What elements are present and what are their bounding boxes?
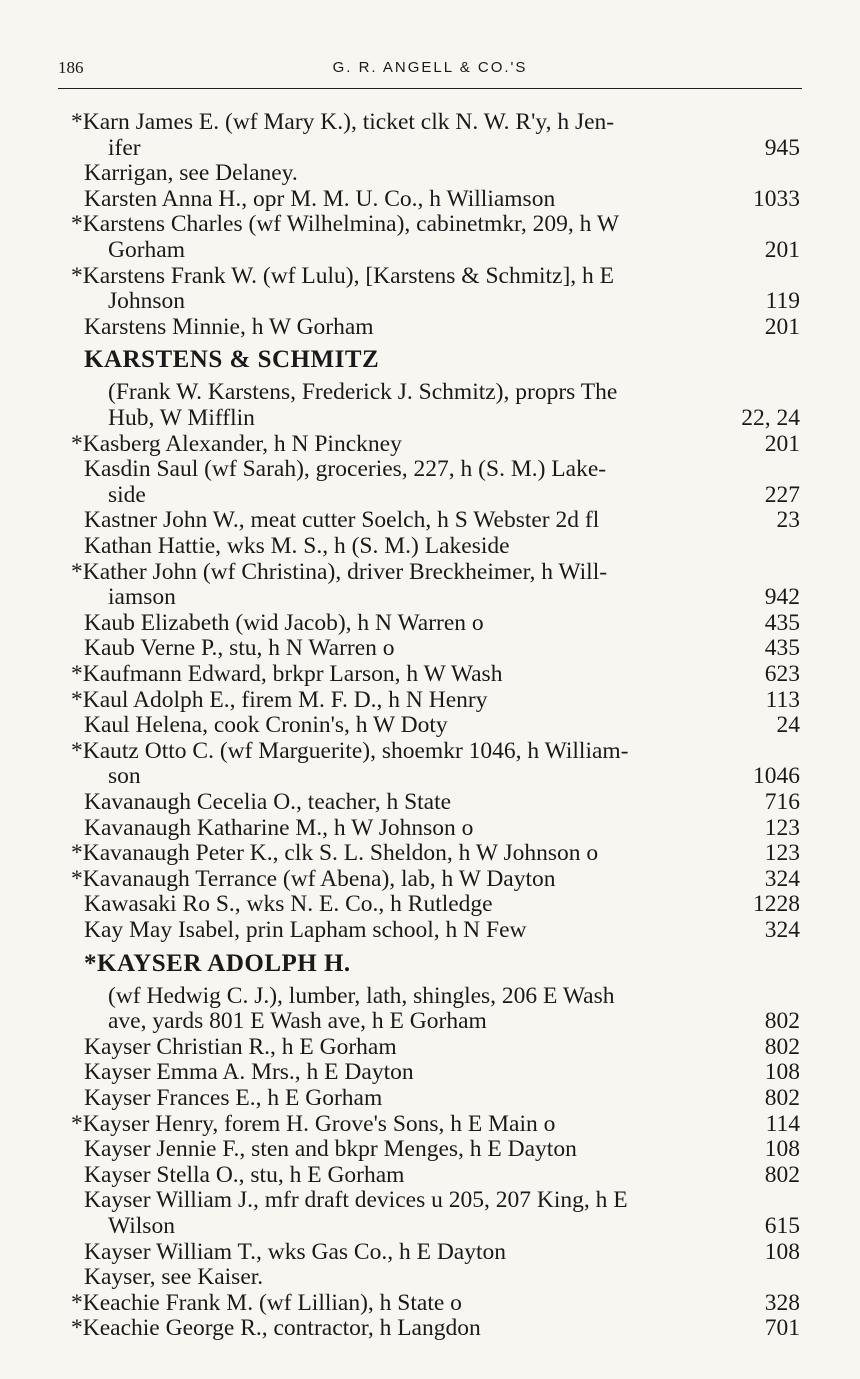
entry-house-number: 108 (764, 1059, 800, 1086)
entry-house-number: 324 (764, 917, 800, 943)
entry-house-number: 435 (764, 609, 800, 636)
entry-house-number: 802 (764, 1008, 800, 1035)
entry-text: Kaub Elizabeth (wid Jacob), h N Warren o (84, 609, 484, 636)
entry-text: *Kautz Otto C. (wf Marguerite), shoemkr 1046, h William- (71, 737, 629, 764)
entry-text: Kayser Emma A. Mrs., h E Dayton (84, 1059, 414, 1086)
entry-text: Kayser Stella O., stu, h E Gorham (84, 1161, 405, 1188)
entry-house-number: 802 (764, 1161, 800, 1188)
entry-text: ave, yards 801 E Wash ave, h E Gorham (108, 1008, 487, 1035)
entry-text: Gorham (108, 236, 186, 263)
directory-heading: KARSTENS & SCHMITZ (84, 346, 380, 374)
entry-text: Kay May Isabel, prin Lapham school, h N Few (84, 917, 527, 943)
entry-house-number: 108 (764, 1136, 800, 1163)
entry-text: iamson (108, 584, 176, 611)
entry-text: Kayser William T., wks Gas Co., h E Dayton (84, 1238, 507, 1265)
entry-text: *Karstens Charles (wf Wilhelmina), cabinetmkr, 209, h W (71, 211, 620, 238)
entry-house-number: 24 (776, 712, 800, 739)
entry-text: *Kayser Henry, forem H. Grove's Sons, h E Main o (71, 1110, 556, 1137)
entry-text: Kayser Frances E., h E Gorham (84, 1085, 383, 1111)
entry-text: *Karstens Frank W. (wf Lulu), [Karstens & Schmitz], h E (71, 262, 615, 289)
entry-house-number: 942 (764, 584, 800, 611)
entry-house-number: 114 (765, 1110, 800, 1137)
entry-text: Kaub Verne P., stu, h N Warren o (84, 635, 395, 662)
entry-house-number: 22, 24 (741, 404, 800, 431)
entry-house-number: 435 (764, 635, 800, 662)
entry-text: Kastner John W., meat cutter Soelch, h S Webster 2d fl (84, 507, 600, 534)
entry-house-number: 701 (764, 1315, 800, 1342)
entry-house-number: 201 (764, 236, 800, 263)
entry-text: (Frank W. Karstens, Frederick J. Schmitz), proprs The (108, 379, 618, 406)
entry-house-number: 23 (776, 507, 800, 534)
entry-text: Kavanaugh Katharine M., h W Johnson o (84, 814, 474, 841)
entry-text: Kayser Christian R., h E Gorham (84, 1033, 397, 1060)
entry-text: ifer (108, 134, 141, 161)
entry-house-number: 802 (764, 1033, 800, 1060)
entry-house-number: 119 (765, 288, 800, 315)
entry-house-number: 227 (764, 481, 800, 508)
entry-text: Karrigan, see Delaney. (84, 160, 298, 187)
entry-text: Kayser Jennie F., sten and bkpr Menges, h E Dayton (84, 1136, 577, 1163)
running-head: G. R. ANGELL & CO.'S (332, 59, 528, 76)
entry-text: *Kather John (wf Christina), driver Breckheimer, h Will- (71, 558, 608, 585)
entry-text: Kayser, see Kaiser. (84, 1264, 264, 1291)
entry-text: Hub, W Mifflin (108, 404, 255, 431)
entry-text: Kayser William J., mfr draft devices u 205, 207 King, h E (84, 1187, 628, 1214)
entry-text: Kaul Helena, cook Cronin's, h W Doty (84, 712, 448, 739)
entry-text: *Keachie Frank M. (wf Lillian), h State o (71, 1289, 462, 1316)
entry-text: Karsten Anna H., opr M. M. U. Co., h Williamson (84, 185, 556, 212)
entry-text: Kathan Hattie, wks M. S., h (S. M.) Lakeside (84, 533, 510, 559)
page-header (58, 58, 802, 82)
directory-heading: *KAYSER ADOLPH H. (84, 949, 351, 977)
entry-text: *Kavanaugh Terrance (wf Abena), lab, h W Dayton (71, 865, 556, 892)
entry-text: Johnson (108, 288, 186, 315)
entry-text: *Keachie George R., contractor, h Langdon (71, 1315, 481, 1342)
entry-house-number: 1228 (753, 891, 800, 918)
entry-text: *Kasberg Alexander, h N Pinckney (71, 430, 402, 457)
entry-house-number: 201 (764, 313, 800, 340)
entry-text: Karstens Minnie, h W Gorham (84, 313, 374, 340)
entry-text: son (108, 763, 141, 790)
entry-house-number: 113 (765, 686, 800, 713)
entry-house-number: 123 (764, 814, 800, 841)
entry-house-number: 623 (764, 661, 800, 687)
header-rule (58, 88, 802, 89)
entry-house-number: 802 (764, 1085, 800, 1111)
entry-text: Kasdin Saul (wf Sarah), groceries, 227, h (S. M.) Lake- (84, 456, 607, 483)
entry-text: Kavanaugh Cecelia O., teacher, h State (84, 789, 452, 815)
entry-house-number: 201 (764, 430, 800, 457)
entry-house-number: 123 (764, 840, 800, 867)
entry-house-number: 108 (764, 1238, 800, 1265)
entry-text: *Karn James E. (wf Mary K.), ticket clk N. W. R'y, h Jen- (71, 109, 615, 135)
entry-text: *Kaul Adolph E., firem M. F. D., h N Henry (71, 686, 488, 713)
entry-text: *Kaufmann Edward, brkpr Larson, h W Wash (71, 661, 503, 687)
page-number: 186 (58, 58, 84, 77)
entry-text: Kawasaki Ro S., wks N. E. Co., h Rutledge (84, 891, 493, 918)
entry-house-number: 615 (764, 1212, 800, 1239)
entry-text: *Kavanaugh Peter K., clk S. L. Sheldon, h W Johnson o (71, 840, 599, 867)
entry-house-number: 324 (764, 865, 800, 892)
entry-house-number: 945 (764, 134, 800, 161)
entry-house-number: 1033 (753, 185, 800, 212)
entry-house-number: 716 (764, 789, 800, 815)
entry-house-number: 328 (764, 1289, 800, 1316)
entry-text: Wilson (108, 1212, 175, 1239)
entry-house-number: 1046 (753, 763, 800, 790)
entry-text: side (108, 481, 146, 508)
entry-text: (wf Hedwig C. J.), lumber, lath, shingles, 206 E Wash (108, 982, 615, 1009)
